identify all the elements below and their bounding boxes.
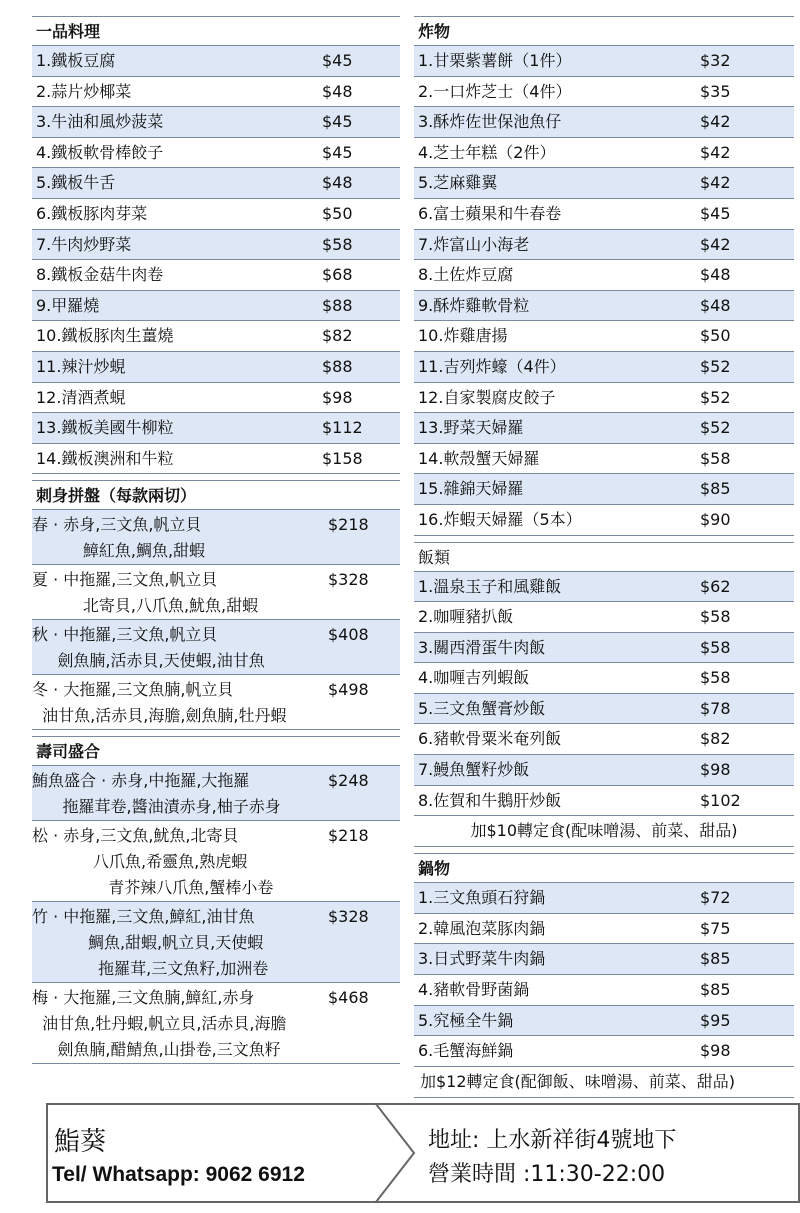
item-price: $48 (700, 265, 731, 285)
item-price: $52 (700, 356, 731, 376)
menu-item (32, 229, 400, 260)
item-price: $42 (700, 234, 731, 254)
item-name: 8.佐賀和牛鵝肝炒飯 (418, 790, 562, 810)
item-name: 3.牛油和風炒菠菜 (36, 112, 164, 132)
menu-item (32, 259, 400, 290)
item-name: 15.雜錦天婦羅 (418, 479, 524, 499)
set-line: 鮪魚盛合 · 赤身,中拖羅,大拖羅 (32, 771, 250, 791)
item-price: $68 (322, 265, 353, 285)
item-price: $158 (322, 448, 363, 468)
item-price: $50 (322, 203, 353, 223)
item-price: $45 (700, 203, 731, 223)
item-name: 3.酥炸佐世保池魚仔 (418, 112, 562, 132)
item-price: $48 (700, 295, 731, 315)
banner-frame (46, 1103, 800, 1203)
menu-right-column (414, 16, 794, 1098)
item-price: $218 (328, 515, 369, 535)
item-price: $48 (322, 81, 353, 101)
item-name: 10.鐵板豚肉生薑燒 (36, 326, 174, 346)
item-name: 2.一口炸芝士（4件） (418, 81, 572, 101)
item-price: $62 (700, 576, 731, 596)
menu-item (32, 320, 400, 351)
set-meal-note: 加$10轉定食(配味噌湯、前菜、甜品) (414, 815, 794, 846)
menu-item (32, 76, 400, 107)
menu-item (414, 723, 794, 754)
menu-left-column (32, 16, 400, 1070)
menu-item (414, 198, 794, 229)
menu-item (32, 351, 400, 382)
item-name: 3.關西滑蛋牛肉飯 (418, 637, 546, 657)
item-name: 8.土佐炸豆腐 (418, 265, 514, 285)
item-price: $42 (700, 142, 731, 162)
set-line: 冬 · 大拖羅,三文魚腩,帆立貝 (32, 680, 234, 700)
item-price: $82 (322, 326, 353, 346)
set-line: 拖羅茸卷,醬油漬赤身,柚子赤身 (32, 797, 281, 817)
item-name: 6.鐵板豚肉芽菜 (36, 203, 148, 223)
menu-item (414, 45, 794, 76)
item-price: $82 (700, 729, 731, 749)
item-name: 12.清酒煮蜆 (36, 387, 126, 407)
item-name: 5.芝麻雞翼 (418, 173, 498, 193)
item-name: 1.溫泉玉子和風雞飯 (418, 576, 562, 596)
menu-item (414, 754, 794, 785)
item-price: $52 (700, 387, 731, 407)
set-line: 北寄貝,八爪魚,魷魚,甜蝦 (32, 596, 259, 616)
menu-item (32, 137, 400, 168)
item-price: $52 (700, 418, 731, 438)
item-price: $58 (700, 448, 731, 468)
menu-item (32, 106, 400, 137)
item-name: 14.軟殼蟹天婦羅 (418, 448, 540, 468)
menu-item (414, 693, 794, 724)
item-name: 1.甘栗紫薯餅（1件） (418, 51, 572, 70)
menu-item (414, 601, 794, 632)
set-item (32, 765, 400, 820)
item-price: $58 (322, 234, 353, 254)
item-price: $35 (700, 81, 731, 101)
set-line: 鱆紅魚,鯛魚,甜蝦 (32, 541, 206, 561)
item-name: 4.咖喱吉列蝦飯 (418, 668, 530, 688)
section-divider (414, 846, 794, 853)
menu-item (414, 412, 794, 443)
item-name: 2.咖喱豬扒飯 (418, 607, 514, 627)
set-line: 秋 · 中拖羅,三文魚,帆立貝 (32, 625, 218, 645)
item-price: $328 (328, 570, 369, 590)
item-name: 6.富士蘋果和牛春卷 (418, 203, 562, 223)
item-price: $85 (700, 980, 731, 1000)
menu-item (32, 382, 400, 413)
sashimi-list (32, 509, 400, 729)
set-item (32, 674, 400, 729)
set-meal-note: 加$12轉定食(配御飯、味噌湯、前菜、甜品) (414, 1066, 794, 1098)
section-title-fried: 炸物 (414, 16, 794, 45)
item-name: 4.芝士年糕（2件） (418, 142, 556, 162)
set-item (32, 619, 400, 674)
item-name: 3.日式野菜牛肉鍋 (418, 949, 546, 969)
menu-item (32, 45, 400, 76)
menu-item (414, 76, 794, 107)
item-name: 13.鐵板美國牛柳粒 (36, 418, 174, 438)
section-title-sashimi: 刺身拼盤（每款兩切） (32, 480, 400, 509)
item-price: $42 (700, 112, 731, 132)
item-name: 6.毛蟹海鮮鍋 (418, 1041, 514, 1061)
menu-item (414, 504, 794, 535)
shop-address: 地址: 上水新祥街4號地下 (428, 1128, 677, 1153)
set-item (32, 901, 400, 982)
rice-list (414, 571, 794, 847)
item-name: 12.自家製腐皮餃子 (418, 387, 556, 407)
item-price: $468 (328, 988, 369, 1008)
set-line: 劍魚腩,活赤貝,天使蝦,油甘魚 (32, 651, 265, 671)
menu-item (414, 632, 794, 663)
item-name: 11.吉列炸蠔（4件） (418, 356, 566, 376)
menu-item (414, 785, 794, 816)
item-price: $45 (322, 112, 353, 132)
item-price: $85 (700, 479, 731, 499)
item-name: 5.鐵板牛舌 (36, 173, 116, 193)
item-name: 7.牛肉炒野菜 (36, 234, 132, 254)
item-name: 2.韓風泡菜豚肉鍋 (418, 918, 546, 938)
menu-item (414, 571, 794, 602)
item-name: 4.豬軟骨野菌鍋 (418, 980, 530, 1000)
item-name: 1.鐵板豆腐 (36, 51, 116, 70)
shop-hours: 營業時間 :11:30-22:00 (428, 1162, 666, 1187)
item-price: $88 (322, 356, 353, 376)
menu-item (414, 382, 794, 413)
item-name: 9.甲羅燒 (36, 295, 100, 315)
menu-item (414, 662, 794, 693)
sushi-list (32, 765, 400, 1063)
item-name: 16.炸蝦天婦羅（5本） (418, 509, 582, 529)
set-line: 夏 · 中拖羅,三文魚,帆立貝 (32, 570, 218, 590)
item-price: $78 (700, 698, 731, 718)
menu-item (414, 974, 794, 1005)
shop-info-banner (46, 1103, 800, 1203)
item-price: $48 (322, 173, 353, 193)
item-name: 6.豬軟骨粟米奄列飯 (418, 729, 562, 749)
item-name: 4.鐵板軟骨棒餃子 (36, 142, 164, 162)
set-line: 鯛魚,甜蝦,帆立貝,天使蝦 (32, 933, 264, 953)
set-line: 劍魚腩,醋鯖魚,山掛卷,三文魚籽 (32, 1040, 281, 1060)
item-name: 9.酥炸雞軟骨粒 (418, 295, 530, 315)
menu-item (32, 198, 400, 229)
hotpot-list (414, 882, 794, 1098)
menu-item (414, 259, 794, 290)
menu-item (414, 137, 794, 168)
item-price: $408 (328, 625, 369, 645)
item-price: $218 (328, 826, 369, 846)
item-price: $112 (322, 418, 363, 438)
item-price: $72 (700, 888, 731, 908)
section-title-ippin: 一品料理 (32, 16, 400, 45)
menu-item (414, 320, 794, 351)
section-divider (32, 729, 400, 736)
item-price: $98 (700, 1041, 731, 1061)
item-price: $58 (700, 637, 731, 657)
set-line: 青芥辣八爪魚,蟹棒小卷 (32, 878, 274, 898)
item-price: $42 (700, 173, 731, 193)
item-name: 14.鐵板澳洲和牛粒 (36, 448, 174, 468)
menu-item (414, 290, 794, 321)
set-line: 油甘魚,活赤貝,海膽,劍魚腩,牡丹蝦 (32, 706, 287, 726)
item-name: 5.究極全牛鍋 (418, 1010, 514, 1030)
section-divider (32, 1063, 400, 1070)
item-price: $58 (700, 668, 731, 688)
item-name: 5.三文魚蟹膏炒飯 (418, 698, 546, 718)
item-name: 7.鰻魚蟹籽炒飯 (418, 760, 530, 780)
set-line: 竹 · 中拖羅,三文魚,鱆紅,油甘魚 (32, 907, 255, 927)
set-line: 松 · 赤身,三文魚,魷魚,北寄貝 (32, 826, 239, 846)
item-price: $90 (700, 509, 731, 529)
item-name: 1.三文魚頭石狩鍋 (418, 888, 546, 908)
set-line: 拖羅茸,三文魚籽,加洲卷 (32, 959, 269, 979)
section-title-hotpot: 鍋物 (414, 853, 794, 882)
item-name: 10.炸雞唐揚 (418, 326, 508, 346)
ippin-list (32, 45, 400, 473)
set-item (32, 509, 400, 564)
set-line: 梅 · 大拖羅,三文魚腩,鱆紅,赤身 (32, 988, 255, 1008)
item-name: 11.辣汁炒蜆 (36, 356, 126, 376)
menu-item (32, 412, 400, 443)
item-price: $248 (328, 771, 369, 791)
shop-name: 鮨葵 (54, 1127, 107, 1157)
item-price: $45 (322, 142, 353, 162)
menu-item (32, 167, 400, 198)
set-item (32, 820, 400, 901)
menu-item (414, 106, 794, 137)
menu-item (414, 167, 794, 198)
section-title-sushi: 壽司盛合 (32, 736, 400, 765)
fried-list (414, 45, 794, 535)
item-name: 2.蒜片炒椰菜 (36, 81, 132, 101)
menu-item (32, 443, 400, 474)
menu-item (414, 1005, 794, 1036)
item-price: $95 (700, 1010, 731, 1030)
set-item (32, 564, 400, 619)
menu-item (414, 229, 794, 260)
item-price: $85 (700, 949, 731, 969)
section-title-rice: 飯類 (414, 542, 794, 571)
set-line: 八爪魚,希靈魚,熟虎蝦 (32, 852, 248, 872)
item-price: $102 (700, 790, 741, 810)
menu-item (414, 943, 794, 974)
item-price: $328 (328, 907, 369, 927)
item-price: $498 (328, 680, 369, 700)
item-price: $88 (322, 295, 353, 315)
menu-item (414, 882, 794, 913)
section-divider (32, 473, 400, 480)
set-line: 油甘魚,牡丹蝦,帆立貝,活赤貝,海膽 (32, 1014, 287, 1034)
set-line: 春 · 赤身,三文魚,帆立貝 (32, 515, 202, 535)
menu-item (32, 290, 400, 321)
menu-item (414, 443, 794, 474)
menu-item (414, 351, 794, 382)
item-price: $45 (322, 51, 353, 70)
item-name: 8.鐵板金菇牛肉卷 (36, 265, 164, 285)
item-price: $98 (322, 387, 353, 407)
section-divider (414, 535, 794, 542)
set-item (32, 982, 400, 1063)
menu-item (414, 913, 794, 944)
item-price: $75 (700, 918, 731, 938)
menu-item (414, 1035, 794, 1066)
menu-item (414, 473, 794, 504)
item-name: 7.炸富山小海老 (418, 234, 530, 254)
item-price: $98 (700, 760, 731, 780)
item-price: $50 (700, 326, 731, 346)
item-price: $58 (700, 607, 731, 627)
item-name: 13.野菜天婦羅 (418, 418, 524, 438)
item-price: $32 (700, 51, 731, 70)
shop-phone: Tel/ Whatsapp: 9062 6912 (52, 1163, 305, 1186)
